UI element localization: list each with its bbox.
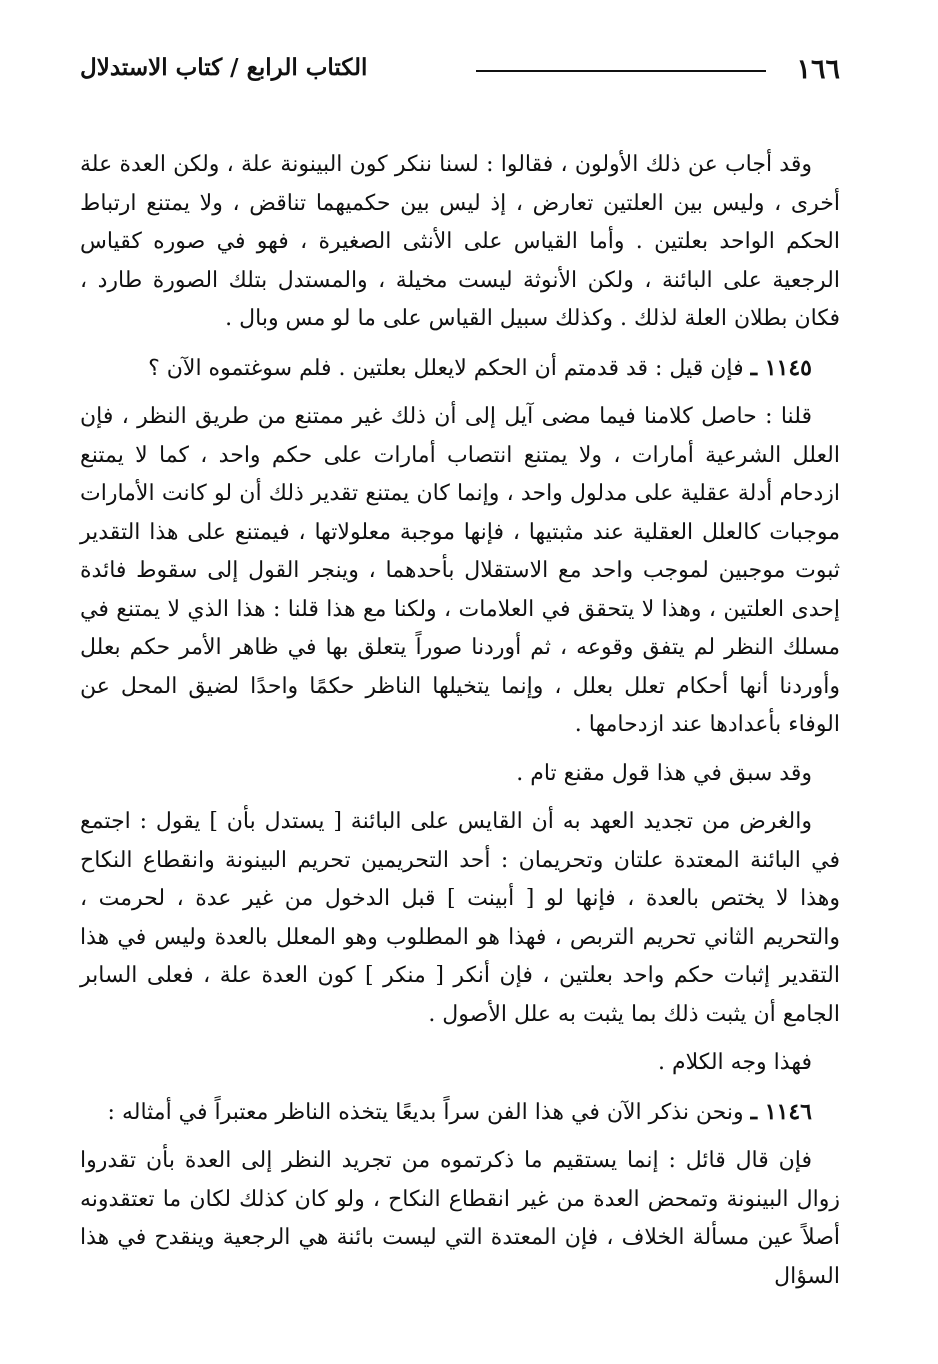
paragraph-text: فهذا وجه الكلام . <box>657 1050 812 1075</box>
paragraph-text: قلنا : حاصل كلامنا فيما مضى آيل إلى أن ذلك غير ممتنع من طريق النظر ، فإن العلل الشرعية أمارات ، ولا يمتنع انتصاب أمارات على حكم واحد ، كما لا يمتنع ازدحام أدلة عقلية على مدلول واحد ، وإنما كان يمتنع تقدير ذلك أن لو كانت الأمارات موجبات كالعلل العقلية عند مثبتيها ، فإنها موجبة معلولاتها ، فيمتنع على هذا التقدير ثبوت موجبين لموجب واحد مع الاستقلال بأحدهما ، وينجر القول إلى سقوط فائدة إحدى العلتين ، وهذا لا يتحقق في العلامات ، ولكنا مع هذا قلنا : هذا الذي لا يمتنع في مسلك النظر لم يتفق وقوعه ، ثم أوردنا صوراً يتعلق بها في ظاهر الأمر حكم بعلل وأوردنا أنها أحكام تعلل بعلل ، وإنما يتخيلها الناظر حكمًا واحدًا لضيق المحل عن الوفاء بأعدادها عند ازدحامها . <box>80 404 841 737</box>
paragraph <box>80 146 840 339</box>
paragraph-text: ونحن نذكر الآن في هذا الفن سراً بديعًا يتخذه الناظر معتبراً في أمثاله : <box>107 1099 744 1125</box>
page-number: ١٦٦ <box>796 54 840 85</box>
paragraph-text: والغرض من تجديد العهد به أن القايس على البائنة [ يستدل بأن ] يقول : اجتمع في البائنة المعتدة علتان وتحريمان : أحد التحريمين تحريم البينونة وانقطاع النكاح وهذا لا يختص بالعدة ، فإنها لو [ أبينت ] قبل الدخول من غير عدة ، لحرمت ، والتحريم الثاني تحريم التربص ، فهذا هو المطلوب وهو المعلل بالعدة وليس في هذا التقدير إثبات حكم واحد بعلتين ، فإن أنكر [ منكر ] كون العدة علة ، فعلى السابر الجامع أن يثبت ذلك بما يثبت به علل الأصول . <box>80 809 840 1027</box>
paragraph-text: فإن قال قائل : إنما يستقيم ما ذكرتموه من تجريد النظر إلى العدة بأن تقدروا زوال البينونة وتمحض العدة من غير انقطاع النكاح ، ولو كان كذلك لكان ما تعتقدونه أصلاً عين مسألة الخلاف ، فإن المعتدة التي ليست بائنة هي الرجعية وينقدح في هذا السؤال <box>80 1148 840 1289</box>
paragraph-text: فإن قيل : قد قدمتم أن الحكم لايعلل بعلتين . فلم سوغتموه الآن ؟ <box>148 355 744 381</box>
numbered-paragraph <box>80 349 840 389</box>
paragraph <box>80 1044 840 1083</box>
header-rule <box>476 70 766 72</box>
paragraph <box>80 755 840 794</box>
paragraph <box>80 1142 840 1296</box>
running-title: الكتاب الرابع / كتاب الاستدلال <box>80 54 368 81</box>
page-header <box>80 50 840 96</box>
paragraph <box>80 803 840 1034</box>
paragraph-text: وقد أجاب عن ذلك الأولون ، فقالوا : لسنا ننكر كون البينونة علة ، ولكن العدة علة أخرى ، وليس بين العلتين تعارض ، إذ ليس بين حكميهما تناقض ، ولا يمتنع ارتباط الحكم الواحد بعلتين . وأما القياس على الأنثى الصغيرة ، فهو في صوره كقياس الرجعية على البائنة ، ولكن الأنوثة ليست مخيلة ، والمستدل بتلك الصورة طارد ، فكان بطلان العلة لذلك . وكذلك سبيل القياس على ما لو مس وبال . <box>80 152 840 331</box>
paragraph-text: وقد سبق في هذا قول مقنع تام . <box>516 760 812 786</box>
paragraph <box>80 398 840 745</box>
paragraph-number: ١١٤٥ ـ <box>750 354 812 381</box>
body-text <box>80 146 840 1296</box>
paragraph-number: ١١٤٦ ـ <box>750 1098 812 1125</box>
book-page <box>80 50 840 1306</box>
numbered-paragraph <box>80 1093 840 1133</box>
